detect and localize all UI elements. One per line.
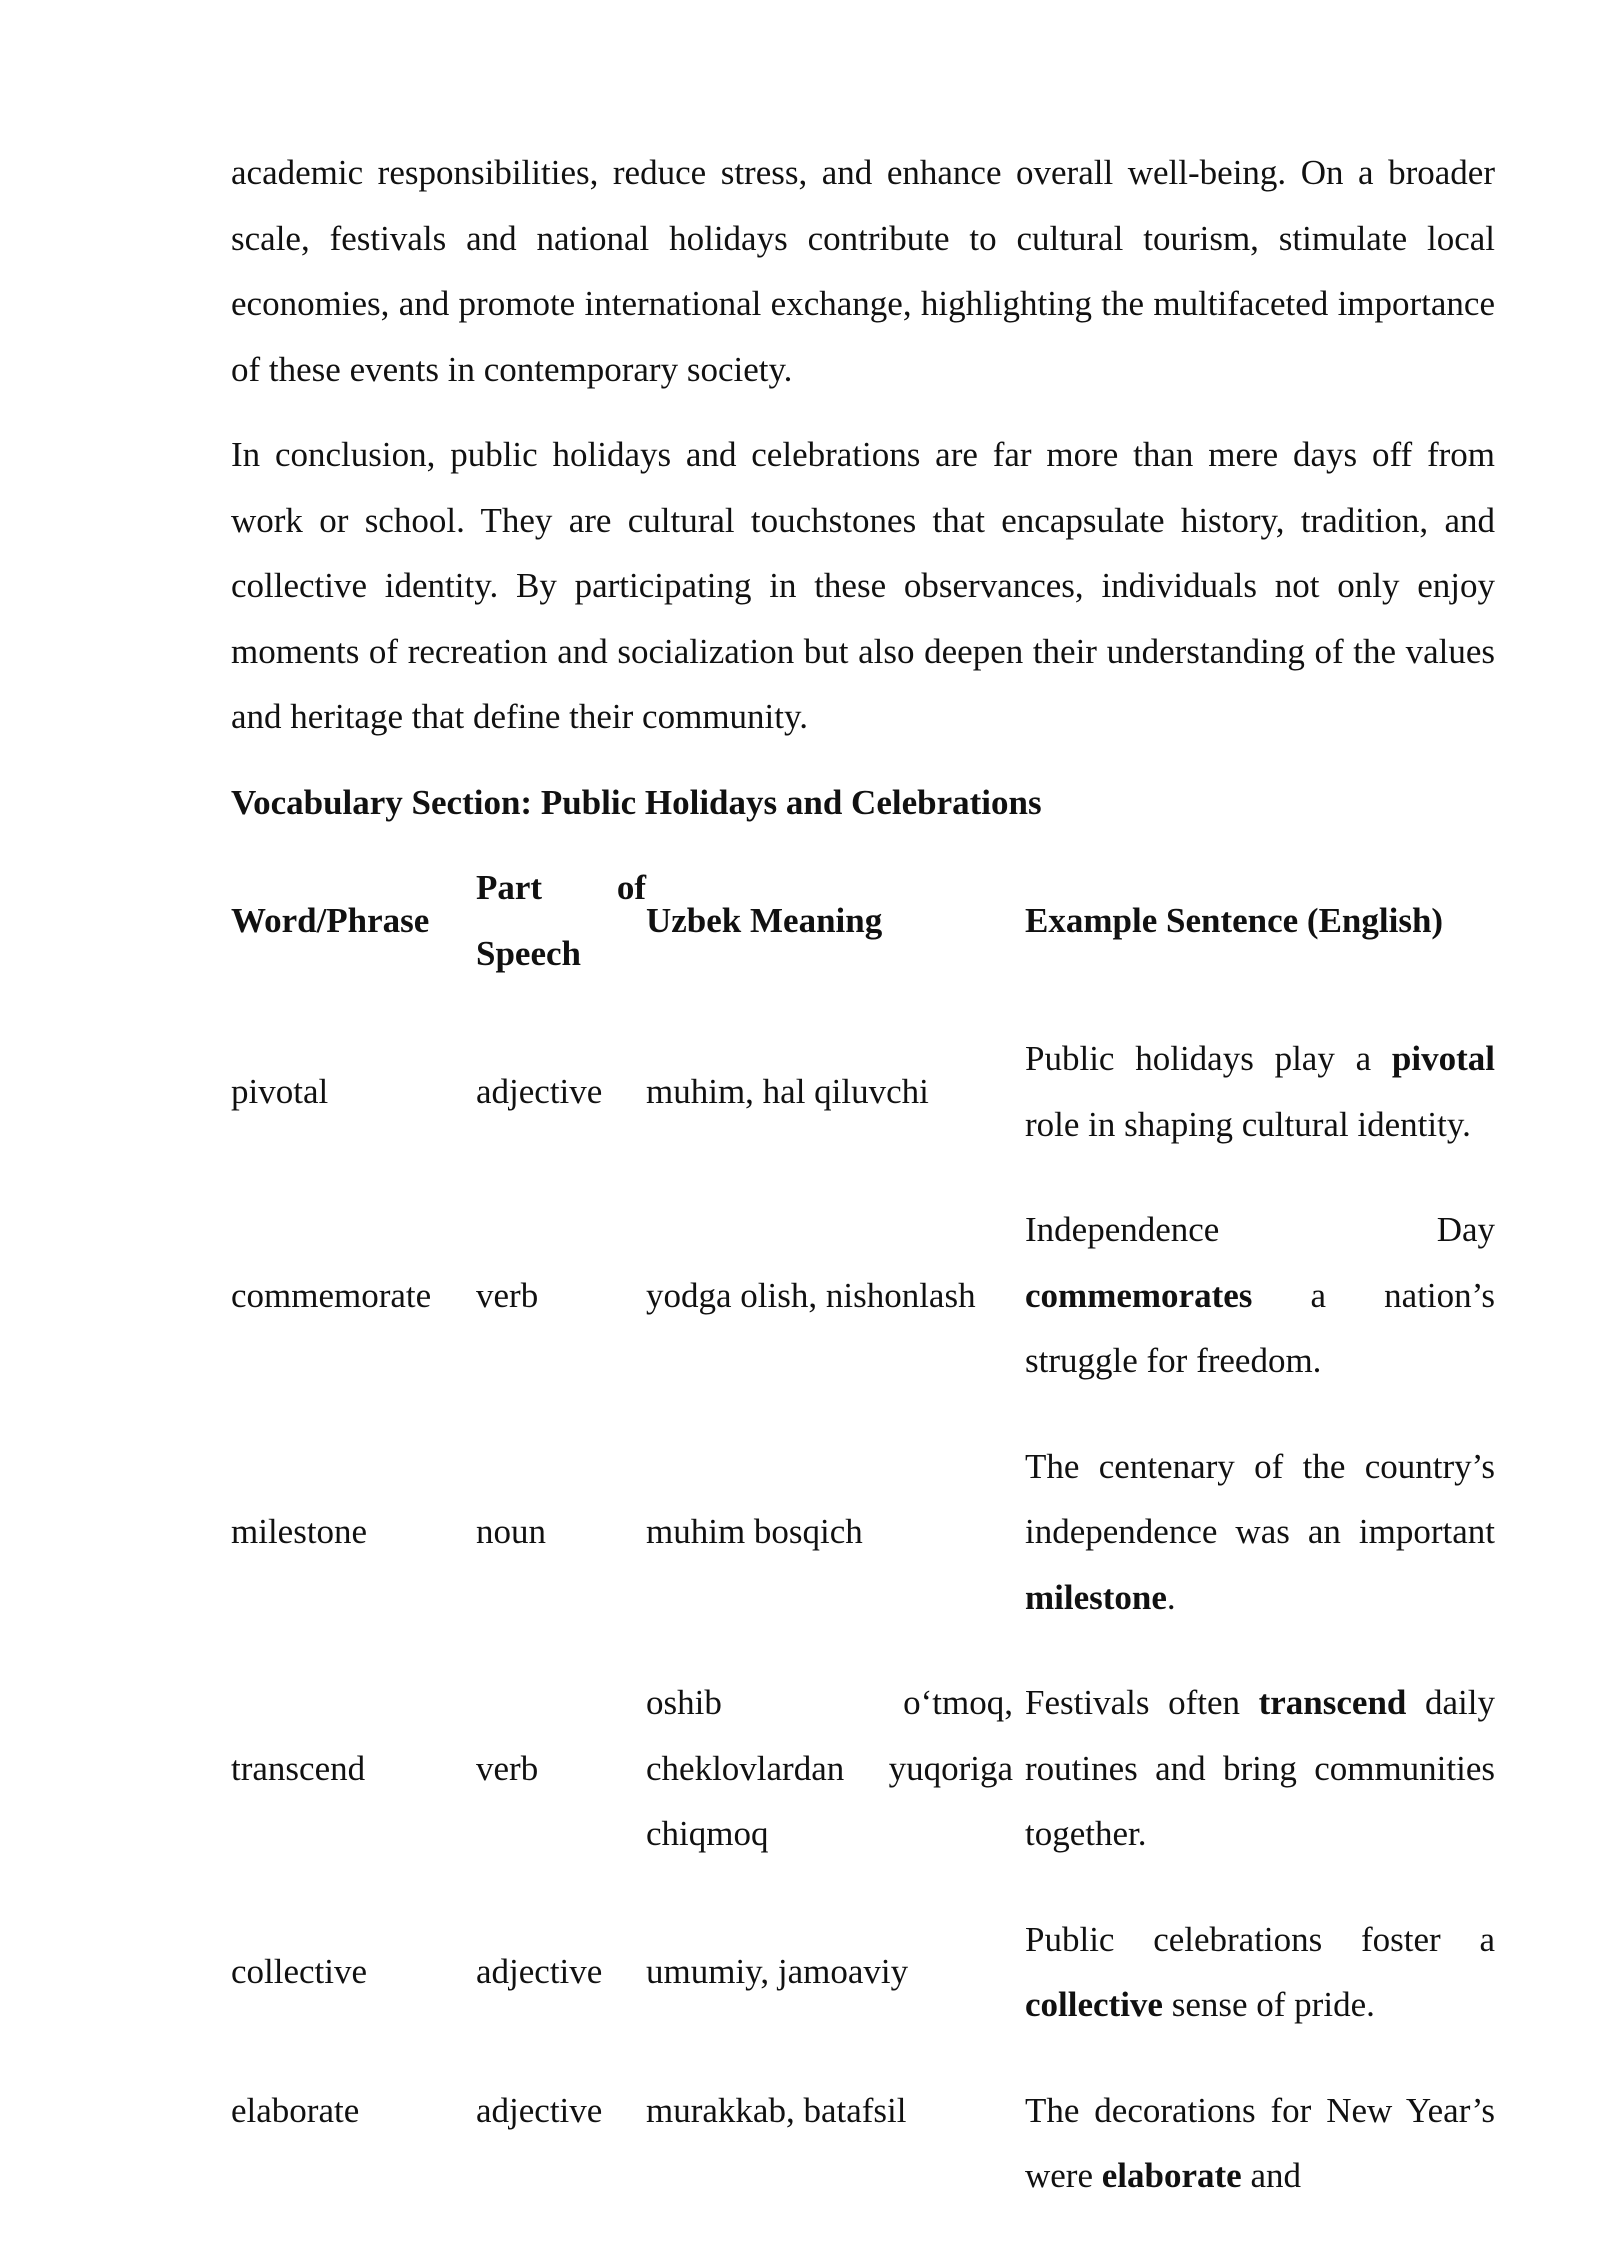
pos-cell: adjective — [476, 2090, 603, 2130]
body-paragraph: academic responsibilities, reduce stress, and enhance overall well-being. On a broader scale, festivals and national holidays contribute to cultural tourism, stimulate local economies, and promote international exchange, highlighting the multifaceted importance of these events in contemporary society. — [231, 153, 1495, 389]
example-cell — [1017, 1177, 1495, 1414]
pos-cell: verb — [476, 1748, 539, 1788]
pos-cell: adjective — [476, 1952, 603, 1992]
document-page — [231, 140, 1495, 2209]
meaning-cell: muhim bosqich — [646, 1512, 863, 1551]
example-text: and — [1241, 2156, 1302, 2195]
word-cell: elaborate — [231, 2090, 360, 2130]
example-cell — [1017, 1887, 1495, 2058]
example-cell — [1017, 1006, 1495, 1177]
table-row — [231, 1887, 1495, 2058]
column-header-example-sentence: Example Sentence (English) — [1025, 900, 1444, 940]
table-row — [231, 2058, 1495, 2209]
meaning-cell: umumiy, jamoaviy — [646, 1952, 909, 1992]
table-row — [231, 1177, 1495, 1414]
example-keyword: collective — [1025, 1985, 1163, 2024]
example-text: Festivals often — [1025, 1683, 1259, 1722]
example-text: The centenary of the country’s independence was an important — [1025, 1446, 1495, 1551]
column-header-word: Word/Phrase — [231, 900, 430, 940]
example-cell — [1017, 1650, 1495, 1887]
word-cell: collective — [231, 1952, 368, 1992]
vocabulary-table — [231, 855, 1495, 2209]
meaning-cell: muhim, hal qiluvchi — [646, 1071, 929, 1111]
word-cell: pivotal — [231, 1071, 329, 1111]
example-text: daily routines and bring communities together. — [1025, 1683, 1495, 1853]
conclusion-paragraph: In conclusion, public holidays and celebrations are far more than mere days off from work or school. They are cultural touchstones that encapsulate history, tradition, and collective identity. By participating in these observances, individuals not only enjoy moments of recreation and socialization but also deepen their understanding of the values and heritage that define their community. — [231, 435, 1495, 736]
pos-cell: noun — [476, 1512, 546, 1551]
example-text: a nation’s struggle for freedom. — [1025, 1275, 1495, 1380]
word-cell: commemorate — [231, 1275, 432, 1315]
table-header-row — [231, 855, 1495, 1006]
example-text: Independence Day — [1025, 1210, 1495, 1249]
vocabulary-heading: Vocabulary Section: Public Holidays and Celebrations — [231, 782, 1042, 822]
example-text: role in shaping cultural identity. — [1025, 1104, 1471, 1144]
example-text: . — [1166, 1577, 1176, 1617]
example-cell — [1017, 1414, 1495, 1651]
example-keyword: commemorates — [1025, 1275, 1253, 1315]
example-text: sense of pride. — [1162, 1985, 1375, 2024]
example-keyword: milestone — [1025, 1577, 1167, 1617]
example-keyword: elaborate — [1101, 2156, 1242, 2195]
example-text: The decorations for New Year’s were — [1025, 2090, 1495, 2195]
example-text: Public holidays play a — [1025, 1039, 1392, 1078]
meaning-cell: oshib o‘tmoq, cheklovlardan yuqoriga chiqmoq — [646, 1683, 1013, 1853]
column-header-uzbek-meaning: Uzbek Meaning — [646, 900, 883, 940]
word-cell: transcend — [231, 1748, 366, 1788]
table-row — [231, 1414, 1495, 1651]
pos-cell: verb — [476, 1275, 539, 1315]
example-keyword: transcend — [1258, 1683, 1407, 1722]
table-row — [231, 1650, 1495, 1887]
example-text: Public celebrations foster a — [1025, 1919, 1495, 1959]
word-cell: milestone — [231, 1512, 368, 1551]
meaning-cell: murakkab, batafsil — [646, 2090, 907, 2130]
example-keyword: pivotal — [1391, 1039, 1495, 1078]
meaning-cell: yodga olish, nishonlash — [646, 1275, 976, 1315]
pos-cell: adjective — [476, 1071, 603, 1111]
table-row — [231, 1006, 1495, 1177]
example-cell — [1017, 2058, 1495, 2209]
column-header-part-of-speech: Part of Speech — [476, 868, 646, 973]
